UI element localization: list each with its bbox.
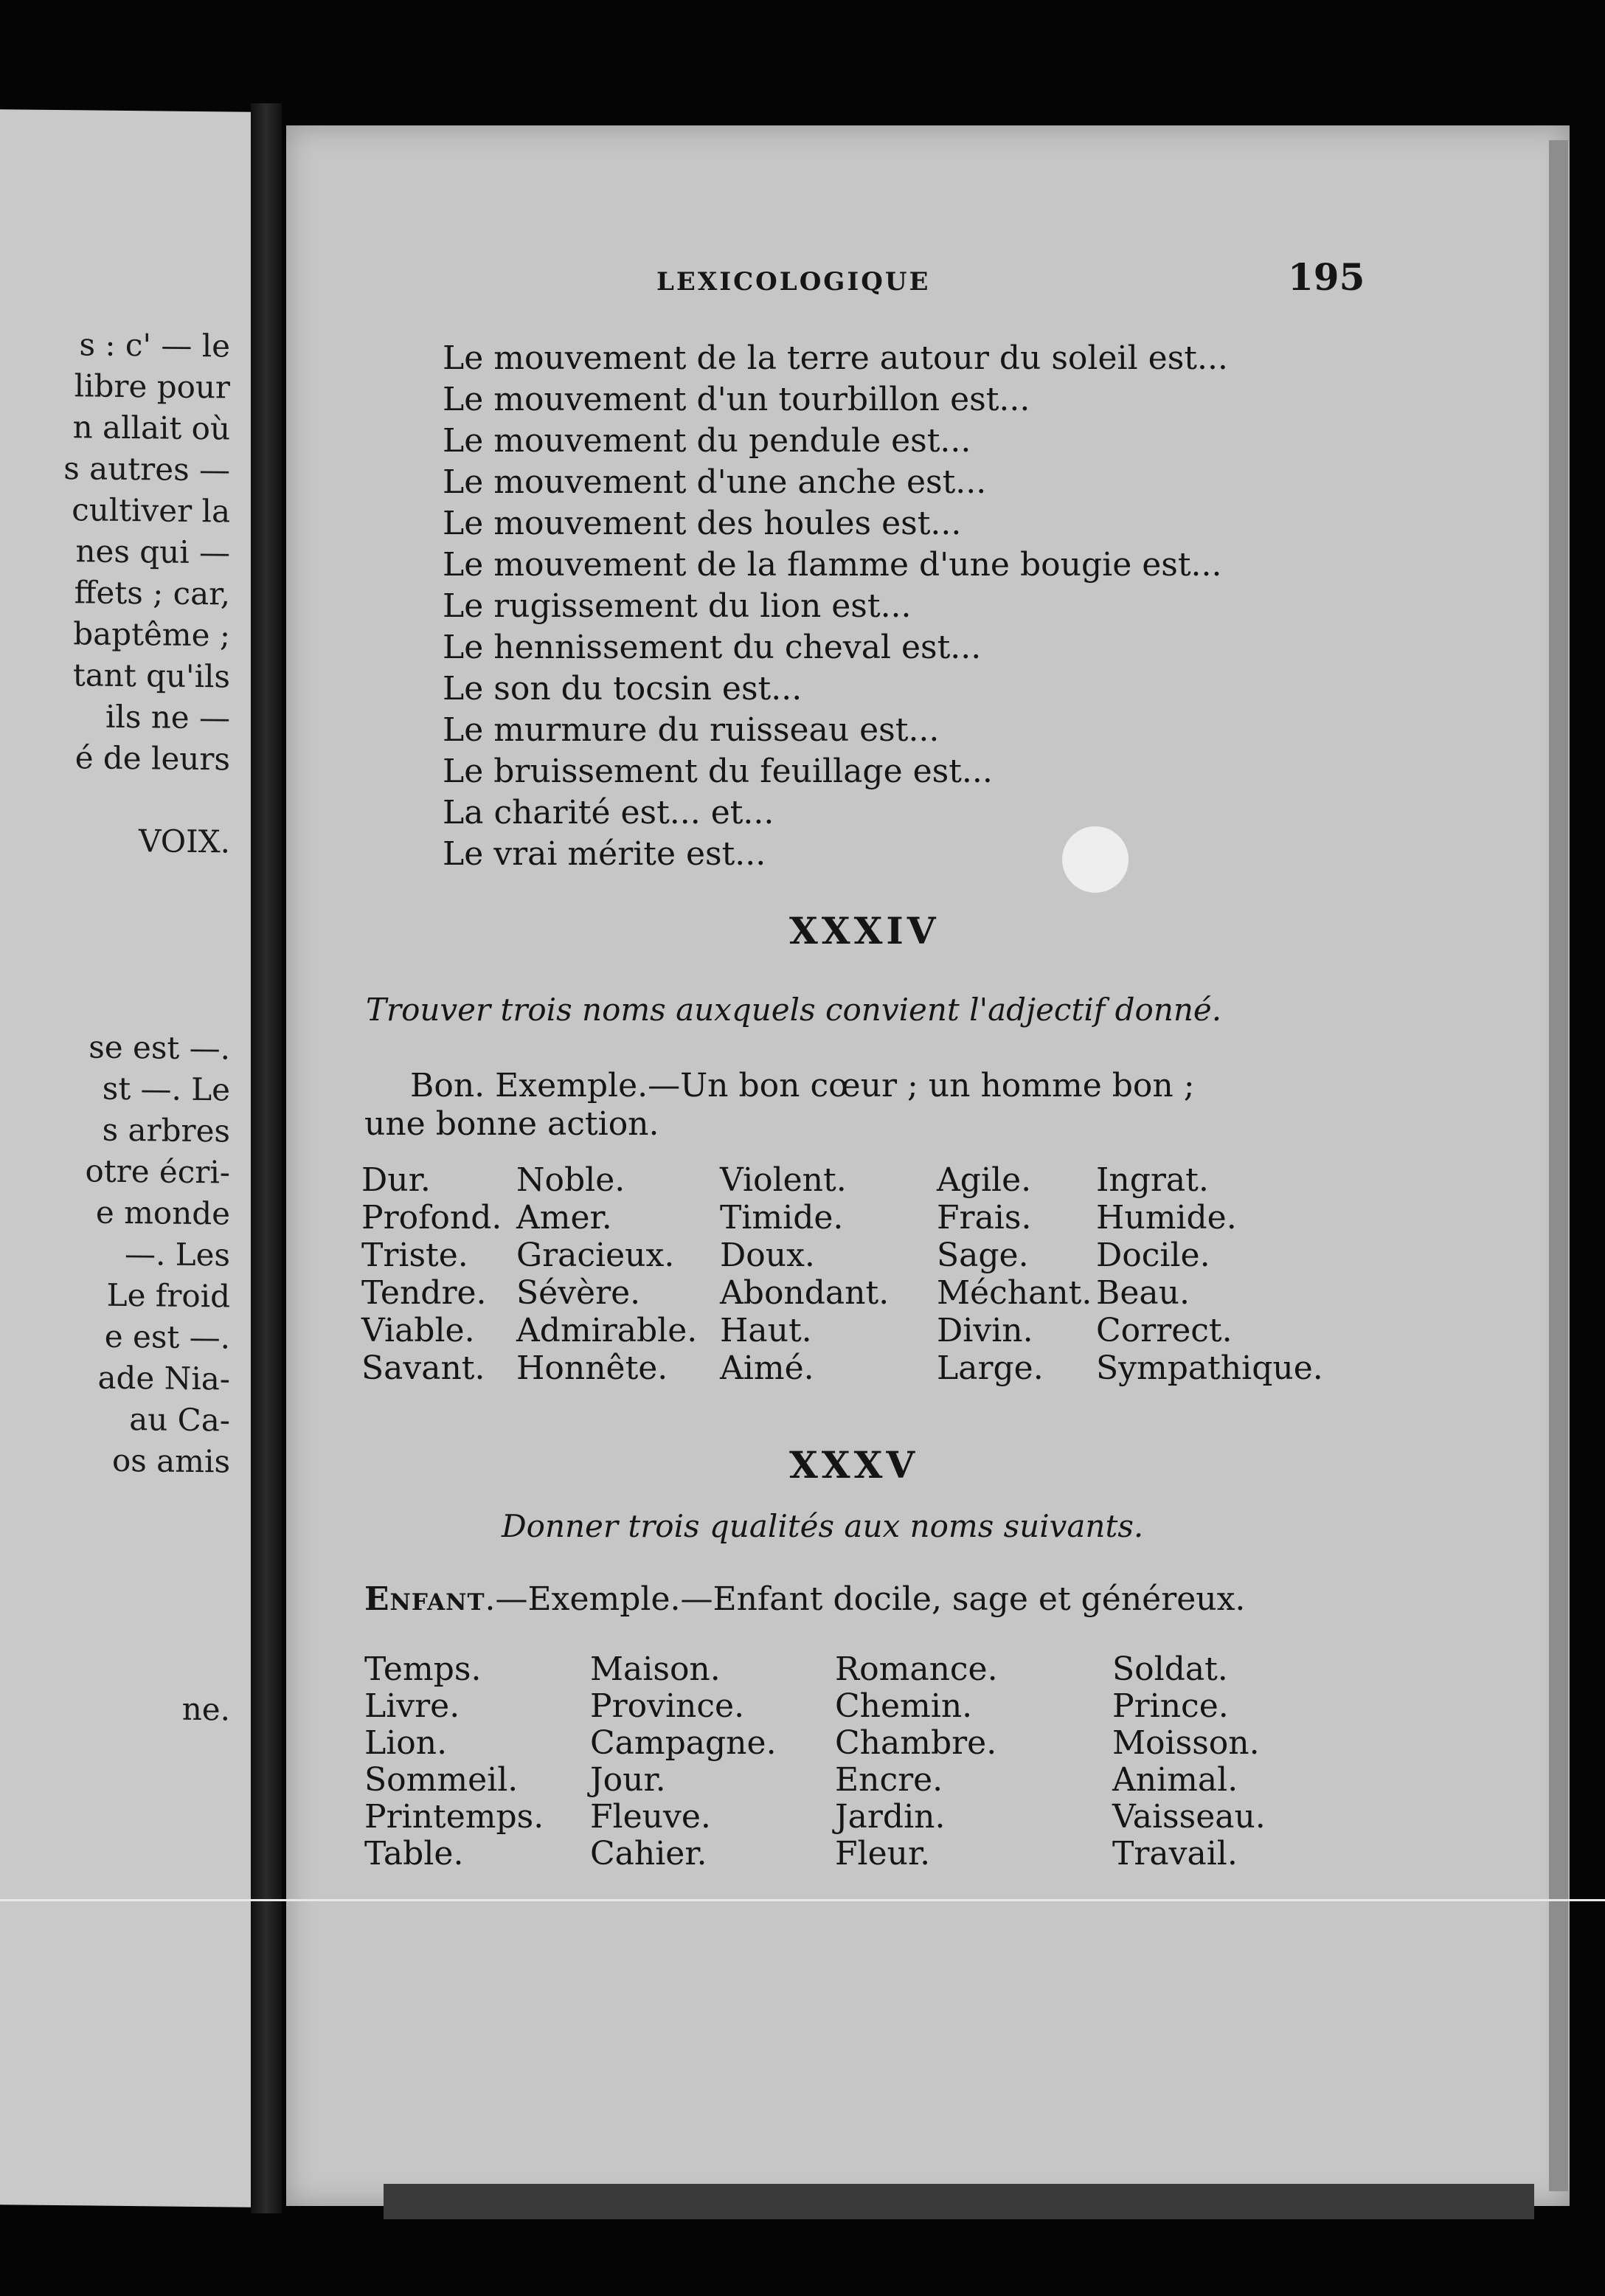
word-item: Jour.	[590, 1761, 666, 1799]
word-item: Maison.	[590, 1650, 721, 1688]
word-item: Campagne.	[590, 1724, 777, 1762]
word-item: Humide.	[1096, 1199, 1237, 1237]
left-page-line: —. Les	[124, 1235, 230, 1273]
word-item: Beau.	[1096, 1274, 1190, 1312]
exercise-line: Le vrai mérite est...	[443, 835, 766, 873]
exercise-line: Le mouvement du pendule est...	[443, 422, 971, 460]
running-header: LEXICOLOGIQUE	[656, 267, 931, 297]
word-column	[590, 1651, 777, 1873]
word-item: Amer.	[516, 1199, 612, 1237]
word-item: Chambre.	[835, 1724, 997, 1762]
page-edge	[1549, 140, 1568, 2191]
word-item: Haut.	[720, 1312, 812, 1349]
word-item: Admirable.	[516, 1312, 698, 1349]
word-item: Travail.	[1112, 1835, 1238, 1873]
left-page-line: libre pour	[74, 367, 230, 406]
exercise-line: Le rugissement du lion est...	[443, 587, 912, 625]
exercise-line: Le bruissement du feuillage est...	[443, 753, 993, 790]
word-item: Sévère.	[516, 1274, 641, 1312]
left-page-line: s arbres	[102, 1111, 230, 1149]
exercise-line: Le mouvement des houles est...	[443, 505, 962, 542]
scan-line-artifact	[0, 1899, 1605, 1901]
word-item: Aimé.	[720, 1349, 814, 1387]
word-item: Chemin.	[835, 1687, 973, 1725]
left-page-line: e est —.	[104, 1318, 230, 1356]
word-item: Jardin.	[835, 1798, 946, 1836]
word-item: Cahier.	[590, 1835, 707, 1873]
word-item: Correct.	[1096, 1312, 1233, 1349]
left-page-line: st —. Le	[102, 1070, 230, 1108]
word-column	[361, 1161, 502, 1387]
exercise-line: Le mouvement de la terre autour du soleil est...	[443, 339, 1228, 377]
word-column	[364, 1651, 544, 1873]
word-item: Animal.	[1112, 1761, 1238, 1799]
word-item: Table.	[364, 1835, 464, 1873]
word-item: Fleur.	[835, 1835, 931, 1873]
word-item: Lion.	[364, 1724, 448, 1762]
section-34-example-line1: Bon. Exemple.—Un bon cœur ; un homme bon ;	[410, 1067, 1195, 1104]
left-page-line: baptême ;	[73, 615, 230, 654]
word-item: Temps.	[364, 1650, 482, 1688]
left-page-text	[0, 109, 251, 1728]
left-page-line: ffets ; car,	[74, 574, 230, 612]
word-item: Prince.	[1112, 1687, 1229, 1725]
word-item: Vaisseau.	[1112, 1798, 1266, 1836]
word-item: Viable.	[361, 1312, 475, 1349]
word-item: Printemps.	[364, 1798, 544, 1836]
left-page	[0, 109, 251, 2207]
exercise-line: Le mouvement d'une anche est...	[443, 463, 987, 501]
word-item: Encre.	[835, 1761, 943, 1799]
page-bottom-edge	[384, 2184, 1534, 2219]
left-page-line: au Ca-	[129, 1401, 230, 1439]
section-heading-34: XXXIV	[789, 909, 940, 952]
word-item: Violent.	[720, 1161, 847, 1199]
left-page-line: VOIX.	[139, 823, 230, 860]
word-item: Tendre.	[361, 1274, 487, 1312]
left-page-line: otre écri-	[85, 1152, 230, 1191]
word-item: Savant.	[361, 1349, 485, 1387]
left-page-line: n allait où	[72, 409, 230, 447]
word-item: Dur.	[361, 1161, 431, 1199]
word-item: Sommeil.	[364, 1761, 519, 1799]
word-item: Noble.	[516, 1161, 625, 1199]
left-page-line: ils ne —	[105, 698, 230, 736]
word-column	[835, 1651, 998, 1873]
left-page-line: nes qui —	[75, 533, 230, 571]
word-column	[937, 1161, 1092, 1387]
word-item: Gracieux.	[516, 1237, 675, 1274]
left-page-line: s : c' — le	[79, 326, 230, 364]
exercise-line: La charité est... et...	[443, 794, 774, 831]
left-page-line: Le froid	[106, 1276, 230, 1315]
section-35-example	[364, 1580, 1245, 1618]
section-34-example-line2: une bonne action.	[364, 1105, 659, 1143]
word-item: Romance.	[835, 1650, 998, 1688]
word-item: Sympathique.	[1096, 1349, 1323, 1387]
word-item: Livre.	[364, 1687, 460, 1725]
left-page-line: tant qu'ils	[72, 657, 230, 695]
word-column	[516, 1161, 697, 1387]
exercise-line: Le murmure du ruisseau est...	[443, 711, 940, 749]
word-item: Divin.	[937, 1312, 1033, 1349]
word-item: Province.	[590, 1687, 745, 1725]
word-item: Triste.	[361, 1237, 468, 1274]
word-item: Timide.	[720, 1199, 844, 1237]
word-item: Moisson.	[1112, 1724, 1260, 1762]
word-column	[720, 1161, 889, 1387]
word-item: Frais.	[937, 1199, 1032, 1237]
page-number: 195	[1288, 255, 1365, 299]
word-item: Honnête.	[516, 1349, 668, 1387]
word-item: Soldat.	[1112, 1650, 1228, 1688]
section-35-instruction: Donner trois qualités aux noms suivants.	[502, 1508, 1144, 1544]
word-item: Sage.	[937, 1237, 1029, 1274]
book-gutter	[251, 103, 282, 2213]
exercise-line: Le son du tocsin est...	[443, 670, 802, 708]
left-page-line: ade Nia-	[97, 1359, 230, 1397]
section-heading-35: XXXV	[789, 1443, 919, 1487]
left-page-line: e monde	[95, 1194, 230, 1232]
exercise-line: Le hennissement du cheval est...	[443, 629, 982, 666]
word-item: Abondant.	[720, 1274, 890, 1312]
left-page-line: cultiver la	[72, 491, 230, 530]
word-item: Fleuve.	[590, 1798, 711, 1836]
left-page-line: se est —.	[89, 1028, 230, 1067]
word-item: Ingrat.	[1096, 1161, 1209, 1199]
word-item: Agile.	[937, 1161, 1032, 1199]
word-item: Doux.	[720, 1237, 815, 1274]
section-34-instruction: Trouver trois noms auxquels convient l'adjectif donné.	[366, 992, 1222, 1028]
left-page-line: os amis	[111, 1442, 230, 1480]
word-column	[1096, 1161, 1323, 1387]
left-page-line: é de leurs	[74, 739, 230, 778]
left-page-line: s autres —	[63, 450, 230, 488]
word-item: Large.	[937, 1349, 1044, 1387]
example-text: .—Exemple.—Enfant docile, sage et généreux.	[485, 1580, 1246, 1618]
word-item: Profond.	[361, 1199, 502, 1237]
example-headword: Enfant	[364, 1580, 485, 1618]
word-item: Méchant.	[937, 1274, 1092, 1312]
exercise-line: Le mouvement d'un tourbillon est...	[443, 381, 1030, 418]
word-column	[1112, 1651, 1266, 1873]
left-page-line: ne.	[181, 1690, 230, 1728]
scan-smudge	[1062, 826, 1129, 893]
word-item: Docile.	[1096, 1237, 1210, 1274]
exercise-line: Le mouvement de la flamme d'une bougie est...	[443, 546, 1222, 584]
